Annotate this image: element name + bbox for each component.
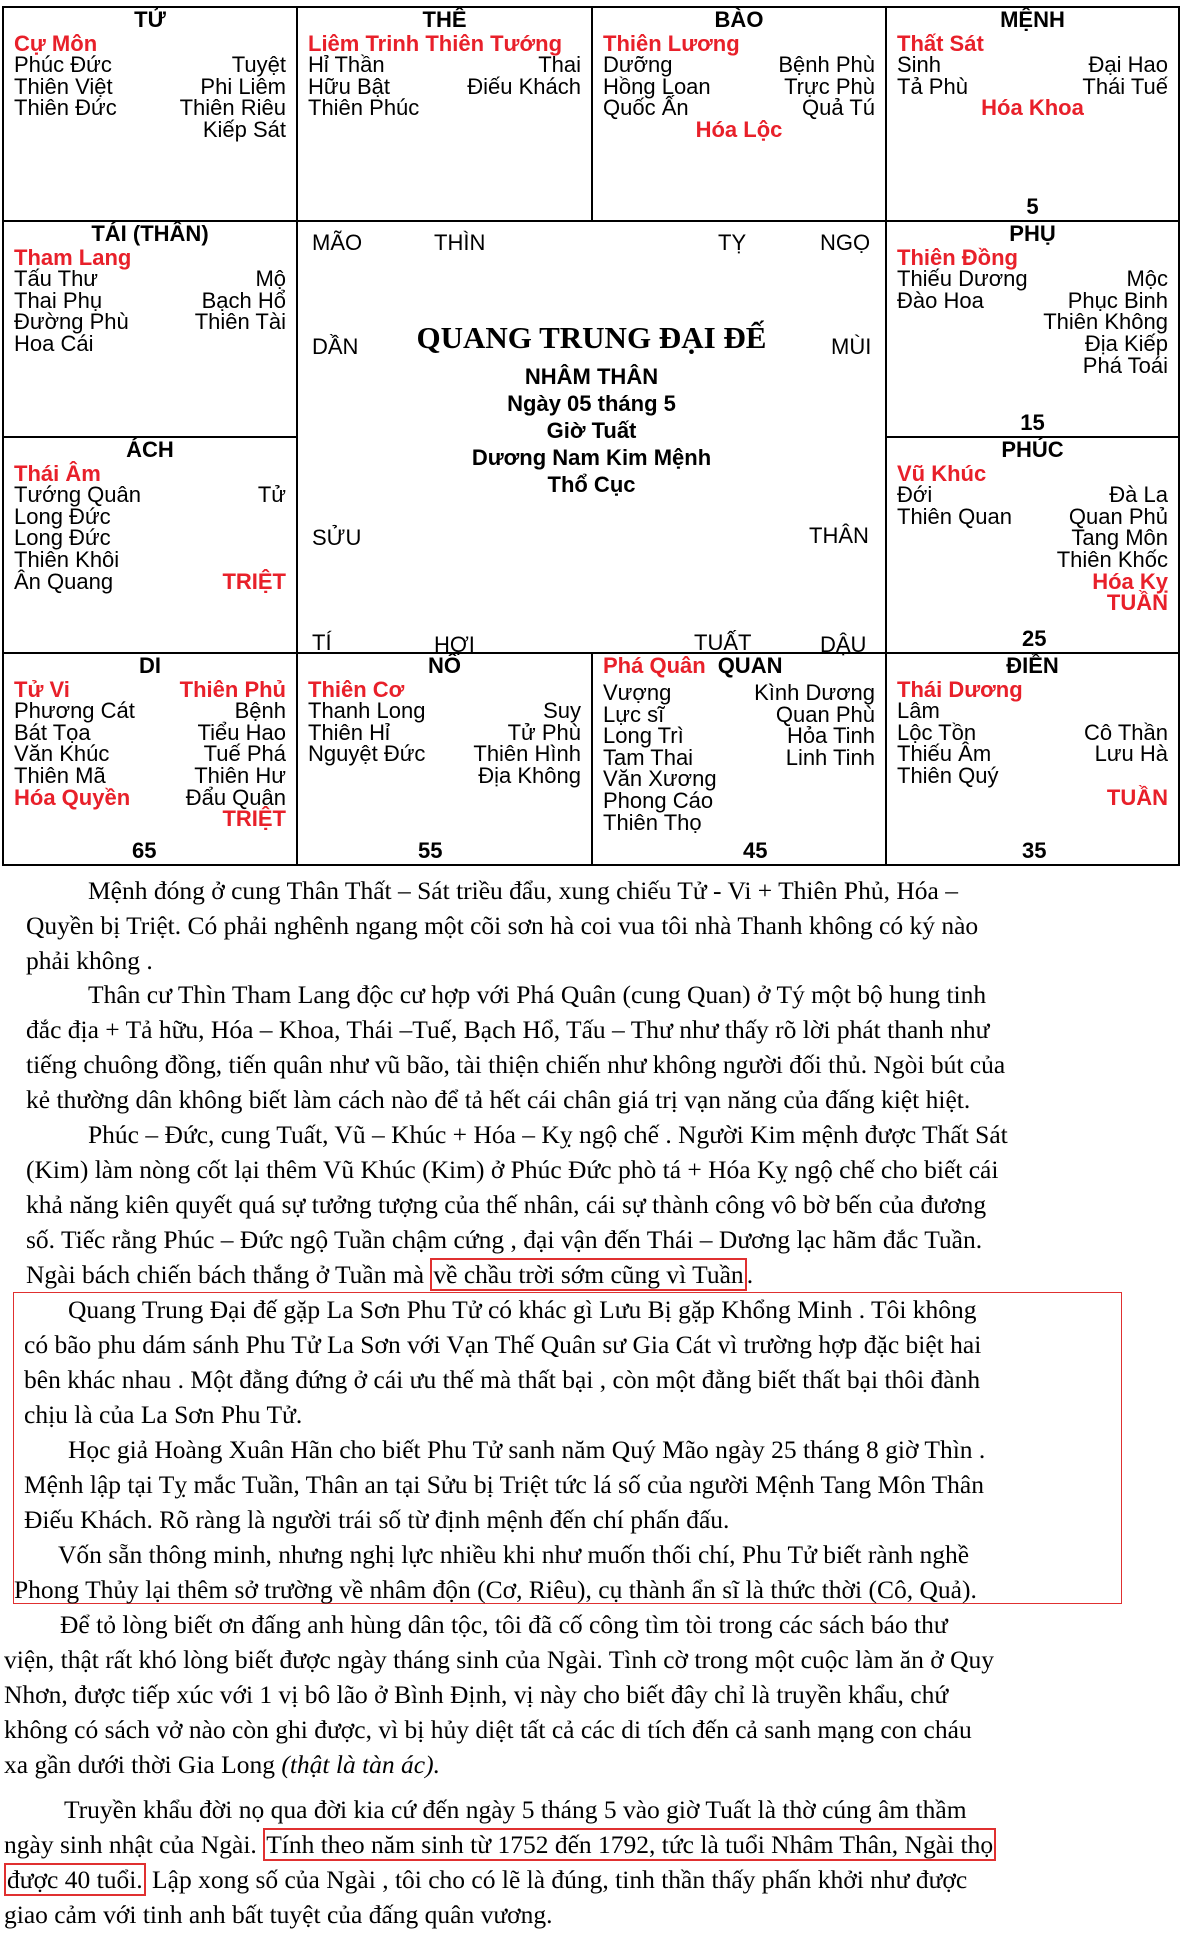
text-line: không có sách vở nào còn ghi được, vì bị hủy diệt tất cả các di tích đến cả sanh mạng con cháu (4, 1715, 972, 1744)
palace-name: DI (139, 653, 161, 678)
star-left: Thiên Khôi (14, 546, 120, 572)
star-left: Thiên Lương (603, 30, 740, 56)
star-right: Địa Không (478, 762, 581, 788)
palace-age: 35 (1022, 838, 1047, 863)
star-right: Bạch Hổ (201, 287, 286, 313)
star-center: Hóa Khoa (981, 95, 1084, 121)
chart-year: NHÂM THÂN (524, 364, 659, 389)
p8-line-4: giao cảm với tinh anh bất tuyệt của đấng quân vương. (4, 1900, 553, 1929)
star-right: Kình Dương (754, 680, 875, 705)
text-line: khả năng kiên quyết quá sự tưởng tượng của thế nhân, cái sự thành công vô bờ bến của đương (26, 1190, 987, 1219)
star-right: Phục Binh (1067, 287, 1168, 313)
star-left: Thiên Phúc (308, 95, 420, 121)
p8-line-2 (4, 1827, 1160, 1862)
palace-name: PHỤ (1009, 221, 1056, 246)
star-right: Thai (538, 52, 581, 78)
star-left: Hữu Bật (308, 73, 390, 99)
star-left: Thiên Việt (14, 73, 113, 99)
star-right: Thiên Không (1043, 309, 1168, 335)
star-left: Thái Dương (897, 676, 1023, 702)
dir-suu: SỬU (312, 525, 362, 550)
star-left: Tấu Thư (14, 266, 99, 292)
palace-quan (591, 652, 887, 866)
paragraph-1 (26, 873, 1160, 978)
palace-dien (885, 652, 1180, 866)
star-right: TRIỆT (222, 806, 286, 832)
text-line: Thân cư Thìn Tham Lang độc cư hợp với Phá Quân (cung Quan) ở Tý một bộ hung tinh (88, 980, 987, 1009)
star-right: Quan Phủ (1068, 503, 1168, 529)
star-right: Thiên Tài (194, 309, 286, 335)
star-left: Thiên Đồng (897, 244, 1018, 270)
highlight-age-b: được 40 tuổi. (4, 1863, 146, 1896)
palace-age: 45 (743, 838, 768, 863)
palace-name: ĐIỀN (1006, 653, 1059, 678)
text-line: có bão phu dám sánh Phu Tử La Sơn với Vạn Thế Quân sư Gia Cát vì trường hợp đặc biệt hai (24, 1330, 982, 1359)
star-right: Quả Tú (802, 95, 875, 121)
star-left: Thiếu Dương (897, 266, 1028, 292)
highlight-tuan: về chầu trời sớm cũng vì Tuần (430, 1258, 746, 1291)
star-right: Linh Tinh (785, 744, 875, 770)
star-right: Suy (543, 698, 581, 724)
star-left: Thai Phụ (14, 287, 103, 313)
star-left: Văn Xương (603, 766, 717, 792)
chart-title: QUANG TRUNG ĐẠI ĐẾ (416, 320, 767, 355)
paragraph-7 (4, 1607, 1160, 1747)
paragraph-8 (4, 1792, 1160, 1932)
star-right: Thiên Hình (473, 741, 581, 767)
paragraph-3-last-line (26, 1257, 1160, 1292)
star-right: Thiên Riêu (179, 95, 286, 121)
star-left: Thiên Hỉ (308, 719, 390, 745)
star-right: Thái Tuế (1082, 73, 1168, 99)
dir-ty: TỴ (718, 230, 747, 255)
star-left: Tam Thai (603, 744, 694, 770)
star-left: Hỉ Thần (308, 52, 385, 78)
palace-ach (2, 436, 298, 654)
star-left: Tử Vi (14, 676, 70, 702)
palace-name: BÀO (714, 7, 764, 32)
palace-name: ÁCH (126, 437, 174, 462)
star-left: Đới (897, 482, 933, 508)
star-right: Phá Toái (1082, 352, 1168, 378)
dir-hoi: HỢI (434, 632, 475, 657)
palace-bao (591, 6, 887, 222)
star-left: Phương Cát (14, 698, 135, 724)
chart-cuc: Thổ Cục (547, 472, 636, 497)
star-right: Thiên Phủ (179, 676, 286, 702)
star-left: Sinh (897, 52, 942, 78)
text-line: Mệnh đóng ở cung Thân Thất – Sát triều đẩu, xung chiếu Tử - Vi + Thiên Phủ, Hóa – (88, 876, 958, 905)
palace-name: MỆNH (1000, 7, 1065, 32)
palace-tu (2, 6, 298, 222)
star-left: Hồng Loan (603, 73, 711, 99)
star-right: Mộ (255, 266, 286, 292)
text-line: bên khác nhau . Một đằng đứng ở cái ưu thế mà thất bại , còn một đằng biết thất bại thôi đành (24, 1365, 981, 1394)
dir-thin: THÌN (434, 230, 486, 255)
star-left: Vượng (603, 680, 672, 705)
star-right: TUẦN (1106, 590, 1168, 616)
paragraph-7-last-line (4, 1747, 1138, 1782)
star-left: Lộc Tồn (897, 719, 977, 745)
star-right: Hỏa Tinh (786, 723, 875, 749)
star-left: Văn Khúc (14, 741, 110, 767)
p3-last-b: . (746, 1260, 754, 1289)
palace-name: TÁI (THÂN) (91, 221, 209, 246)
palace-tai (2, 220, 298, 438)
star-left: Long Đức (14, 503, 111, 529)
star-right: Phi Liêm (200, 73, 286, 99)
text-line: phải không . (26, 946, 153, 975)
star-left: Thiếu Âm (897, 741, 992, 767)
dir-mao: MÃO (312, 230, 363, 255)
text-line: Quyền bị Triệt. Có phải nghênh ngang một cõi sơn hà coi vua tôi nhà Thanh không có ký nào (26, 911, 979, 940)
dir-ngo: NGỌ (820, 230, 871, 255)
text-line: Để tỏ lòng biết ơn đấng anh hùng dân tộc, tôi đã cố công tìm tòi trong các sách báo thư (60, 1610, 948, 1639)
text-line: viện, thật rất khó lòng biết được ngày tháng sinh của Ngài. Tình cờ trong một cuộc làm ăn ở Quy (4, 1645, 995, 1674)
p8-line-2-a: ngày sinh nhật của Ngài. (4, 1830, 264, 1859)
chart-hour: Giờ Tuất (546, 418, 637, 443)
star-left: Lực sĩ (603, 701, 665, 727)
palace-phuc (885, 436, 1180, 654)
text-line: Điếu Khách. Rõ ràng là người trái số từ định mệnh đến chí phấn đấu. (24, 1505, 730, 1534)
p8-line-3-tail: Lập xong số của Ngài , tôi cho có lẽ là đúng, tinh thần thấy phấn khởi như được (152, 1865, 968, 1894)
star-right: Tuyệt (231, 52, 286, 78)
star-right: Điếu Khách (467, 73, 581, 99)
star-right: Tiểu Hao (197, 719, 286, 745)
highlight-age-a: Tính theo năm sinh từ 1752 đến 1792, tức là tuổi Nhâm Thân, Ngài thọ (263, 1828, 996, 1861)
text-line: Mệnh lập tại Tỵ mắc Tuần, Thân an tại Sửu bị Triệt tức lá số của người Mệnh Tang Môn Thân (24, 1470, 984, 1499)
star-left: Long Đức (14, 525, 111, 551)
palace-the (296, 6, 593, 222)
star-left: Thiên Thọ (603, 809, 702, 835)
star-left: Cự Môn (14, 30, 98, 56)
star-right: Tử (257, 482, 286, 508)
star-right: Bệnh Phù (778, 52, 875, 78)
text-line: đắc địa + Tả hữu, Hóa – Khoa, Thái –Tuế, Bạch Hổ, Tấu – Thư như thấy rõ lời phát thanh như (26, 1015, 990, 1044)
text-line: Phong Thủy lại thêm sở trường về nhâm độn (Cơ, Riêu), cụ thành ẩn sĩ là thức thời (Cô, Quả). (14, 1575, 977, 1604)
paragraph-6 (14, 1537, 1114, 1607)
star-right: Quan Phù (775, 701, 875, 727)
text-line: số. Tiếc rằng Phúc – Đức ngộ Tuần chậm cứng , đại vận đến Thái – Dương lạc hãm đắc Tuần. (26, 1225, 983, 1254)
star-left: Ân Quang (14, 568, 114, 594)
paragraph-2 (26, 977, 1160, 1117)
star-left: Đường Phù (14, 309, 129, 335)
text-line: (Kim) làm nòng cốt lại thêm Vũ Khúc (Kim) ở Phúc Đức phò tá + Hóa Kỵ ngộ chế cho biết cái (26, 1155, 999, 1184)
p7-last-a: xa gần dưới thời Gia Long (4, 1750, 282, 1779)
star-right: Đại Hao (1088, 52, 1168, 78)
star-left: Tả Phù (897, 73, 968, 99)
star-left: Phúc Đức (14, 52, 112, 78)
p7-last-italic: (thật là tàn ác). (281, 1750, 440, 1779)
palace-name: NÔ (428, 653, 461, 678)
horoscope-chart (2, 6, 1180, 866)
paragraph-4 (24, 1292, 1114, 1432)
palace-name: PHÚC (1001, 437, 1064, 462)
star-right: Đẩu Quân (185, 784, 286, 810)
star-right: Tử Phù (507, 719, 581, 745)
palace-age: 55 (418, 838, 443, 863)
star-left: Tham Lang (14, 244, 132, 270)
star-right: TUẦN (1106, 784, 1168, 810)
palace-name: THÊ (422, 7, 467, 32)
star-left: Thanh Long (308, 698, 426, 724)
star-left: Đào Hoa (897, 287, 984, 313)
star-right: Lưu Hà (1094, 741, 1168, 767)
palace-main-star: Phá Quân (603, 653, 706, 678)
text-line: tiếng chuông đồng, tiến quân như vũ bão, tài thiện chiến như không người đối thủ. Ngòi bút của (26, 1050, 1006, 1079)
text-line: kẻ thường dân không biết làm cách nào để tả hết cái chân giá trị vạn năng của đấng kiệt hiệt. (26, 1085, 971, 1114)
dir-dan: DẦN (312, 334, 359, 359)
star-right: Đà La (1109, 482, 1168, 508)
palace-age: 65 (132, 838, 157, 863)
star-left: Thái Âm (14, 460, 101, 486)
star-left: Nguyệt Đức (308, 741, 426, 767)
text-line: Vốn sẵn thông minh, nhưng nghị lực nhiều khi như muốn thối chí, Phu Tử biết rành nghề (58, 1540, 970, 1569)
star-left: Thiên Quý (897, 762, 999, 788)
star-right: Tang Môn (1071, 525, 1168, 551)
palace-no (296, 652, 593, 866)
star-right: Mộc (1126, 266, 1168, 292)
star-left: Hoa Cái (14, 330, 94, 356)
p3-last-a: Ngài bách chiến bách thắng ở Tuần mà (26, 1260, 431, 1289)
star-left: Thiên Đức (14, 95, 117, 121)
chart-day: Ngày 05 tháng 5 (507, 391, 676, 416)
star-left: Long Trì (603, 723, 684, 749)
chart-element: Dương Nam Kim Mệnh (471, 445, 712, 470)
star-left: Dưỡng (603, 52, 673, 78)
dir-mui: MÙI (831, 334, 872, 359)
star-right: TRIỆT (222, 568, 286, 594)
star-left: Hóa Quyền (14, 784, 131, 810)
star-right: Thiên Khốc (1056, 546, 1168, 572)
text-line: Nhơn, được tiếp xúc với 1 vị bô lão ở Bình Định, vị này cho biết đây chỉ là truyền khẩu, chứ (4, 1680, 949, 1709)
palace-name-text: QUAN (717, 653, 783, 678)
star-left: Thiên Cơ (308, 676, 405, 702)
star-right: Kiếp Sát (202, 116, 286, 142)
palace-phu (885, 220, 1180, 438)
star-center: Hóa Lộc (695, 116, 783, 142)
dir-ti: TÍ (312, 630, 332, 655)
star-right: Hóa Kỵ (1092, 568, 1168, 594)
star-right: Cô Thần (1084, 719, 1168, 745)
star-right: Tuế Phá (203, 741, 286, 767)
star-right: Địa Kiếp (1084, 330, 1168, 356)
palace-name: TỬ (134, 7, 166, 32)
text-line: Quang Trung Đại đế gặp La Sơn Phu Tử có khác gì Lưu Bị gặp Khổng Minh . Tôi không (68, 1295, 977, 1324)
palace-menh (885, 6, 1180, 222)
p8-line-1: Truyền khẩu đời nọ qua đời kia cứ đến ngày 5 tháng 5 vào giờ Tuất là thờ cúng âm thầm (64, 1795, 967, 1824)
star-left: Phong Cáo (603, 788, 714, 813)
palace-age: 15 (1020, 410, 1045, 435)
star-left: Tướng Quân (14, 482, 141, 508)
palace-age: 25 (1022, 626, 1047, 651)
p8-line-3 (4, 1862, 1160, 1897)
text-line: chịu là của La Sơn Phu Tử. (24, 1400, 303, 1429)
dir-tuat: TUẤT (694, 630, 752, 655)
star-right: Thiên Hư (194, 762, 286, 788)
paragraph-3 (26, 1117, 1160, 1257)
paragraph-5 (24, 1432, 1114, 1537)
star-left: Quốc Ấn (603, 95, 689, 121)
star-left: Thất Sát (897, 30, 984, 56)
star-left: Thiên Mã (14, 762, 106, 788)
palace-age: 5 (1026, 194, 1039, 219)
star-left: Lâm (897, 698, 940, 724)
palace-di (2, 652, 298, 866)
star-right: Bệnh (234, 698, 286, 724)
star-left: Vũ Khúc (897, 460, 987, 486)
dir-than: THÂN (809, 523, 869, 548)
text-line: Học giả Hoàng Xuân Hãn cho biết Phu Tử sanh năm Quý Mão ngày 25 tháng 8 giờ Thìn . (68, 1435, 986, 1464)
star-right: Trực Phù (784, 73, 875, 99)
star-left: Thiên Quan (897, 503, 1012, 529)
text-line: Phúc – Đức, cung Tuất, Vũ – Khúc + Hóa – Kỵ ngộ chế . Người Kim mệnh được Thất Sát (88, 1120, 1008, 1149)
dir-dau: DẬU (820, 632, 867, 657)
chart-center (298, 222, 885, 657)
star-left: Liêm Trinh Thiên Tướng (308, 30, 563, 56)
star-left: Bát Tọa (14, 719, 91, 745)
